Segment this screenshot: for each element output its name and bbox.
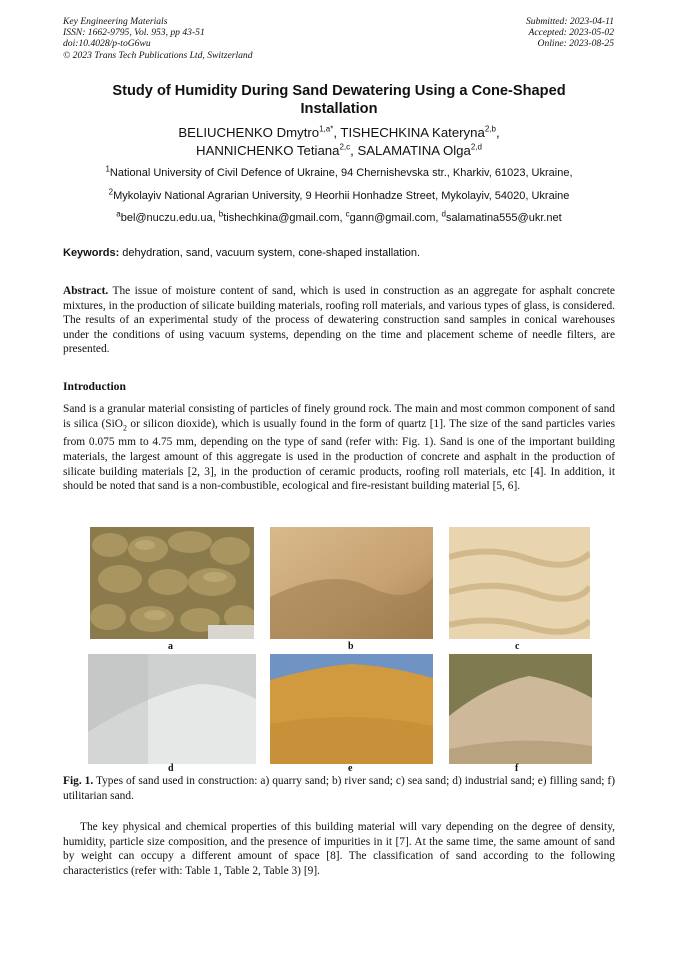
author-sup: 2,b: [484, 124, 496, 134]
introduction-paragraph: [63, 402, 615, 494]
figure-caption: [63, 774, 615, 803]
online-date: Online: 2023-08-25: [537, 38, 614, 50]
quarry-sand-photo: [90, 527, 254, 639]
author-name: TISHECHKINA Kateryna: [340, 125, 485, 140]
author-list: BELIUCHENKO Dmytro$^{1,a*}$, TISHECHKINA Kateryna$^{2,b}$, HANNICHENKO Tetiana$^{2,c}$, SALAMATINA Olga$^{2,d}$: [178, 124, 500, 158]
author-sup: 2,d: [470, 142, 482, 152]
author-emails: $^a$bel@nuczu.edu.ua, $^b$tishechkina@gmail.com, $^c$gann@gmail.com, $^d$salamatina555@ukr.net: [116, 209, 562, 224]
author-name: BELIUCHENKO Dmytro: [178, 125, 320, 140]
intro-text-part2: or silicon dioxide), which is usually found in the form of quartz [1]. The size of the sand particles varies from 0.075 mm to 4.75 mm, depending on the type of sand (refer with: Fig. 1). Sand is one of the important building materials, the largest amount of this aggregate is used in the production of concrete and asphalt in the production of silicate building materials [2, 3], in the production of ceramic products, roofing roll materials, etc [4]. In addition, it should be noted that sand is a non-combustible, ecological and fire-resistant building material [5, 6].: [63, 417, 615, 493]
journal-name: Key Engineering Materials: [63, 16, 168, 27]
abstract-text: The issue of moisture content of sand, which is used in construction as an aggregate for asphalt concrete mixtures, in the production of silicate building materials, roofing roll materials, and various types of glass, is considered. The results of an experimental study of the process of dewatering construction sand samples in conical warehouses under the conditions of using vacuum systems, depending on the time and placement scheme of needle filters, are presented.: [63, 285, 615, 356]
email-sup: d: [441, 209, 446, 219]
keywords-text: dehydration, sand, vacuum system, cone-shaped installation.: [119, 247, 421, 259]
journal-copyright: © 2023 Trans Tech Publications Ltd, Switzerland: [63, 49, 253, 61]
affiliation-text: Mykolayiv National Agrarian University, 9 Heorhii Honhadze Street, Mykolayiv, 54020, Ukraine: [113, 190, 570, 202]
affiliation-text: National University of Civil Defence of Ukraine, 94 Chernishevska str., Kharkiv, 61023, Ukraine,: [109, 167, 573, 179]
section-heading-introduction: Introduction: [63, 380, 126, 393]
email-sup: b: [218, 209, 224, 219]
title-line-1: Study of Humidity During Sand Dewatering Using a Cone-Shaped: [112, 83, 566, 99]
email-link[interactable]: gann@gmail.com: [349, 212, 436, 224]
body-paragraph: The key physical and chemical properties of this building material will vary depending on the degree of density, humidity, particle size composition, and the presence of impurities in it [7]. At the same time, the same amount of sand by weight can occupy a different amount of space [8]. The classification of sand according to the following characteristics (refer with: Table 1, Table 2, Table 3) [9].: [63, 821, 615, 877]
figure-label-e: e: [348, 763, 353, 774]
filling-sand-photo: [270, 654, 433, 764]
email-sup: a: [116, 209, 121, 219]
paper-title: [63, 82, 615, 118]
author-name: SALAMATINA Olga: [357, 143, 471, 158]
journal-doi: doi:10.4028/p-toG6wu: [63, 38, 151, 50]
email-sup: c: [345, 209, 350, 219]
affiliation-sup: 2: [108, 187, 114, 197]
accepted-date: Accepted: 2023-05-02: [528, 27, 614, 39]
intro-subscript: 2: [122, 422, 127, 432]
caption-text: Types of sand used in construction: a) quarry sand; b) river sand; c) sea sand; d) industrial sand; e) filling sand; f) utilitarian sand.: [63, 775, 615, 802]
author-name: HANNICHENKO Tetiana: [196, 143, 340, 158]
journal-info: [63, 16, 253, 61]
affiliation-1: [63, 164, 615, 180]
caption-label: Fig. 1.: [63, 775, 94, 787]
journal-issn: ISSN: 1662-9795, Vol. 953, pp 43-51: [63, 27, 205, 39]
submitted-date: Submitted: 2023-04-11: [525, 16, 614, 27]
figure-label-c: c: [515, 641, 520, 652]
email-link[interactable]: bel@nuczu.edu.ua: [120, 212, 213, 224]
author-sup: 2,c: [339, 142, 351, 152]
utilitarian-sand-photo: [449, 654, 592, 764]
email-link[interactable]: tishechkina@gmail.com: [223, 212, 340, 224]
email-link[interactable]: salamatina555@ukr.net: [445, 212, 562, 224]
keywords-label: Keywords:: [63, 247, 120, 259]
industrial-sand-photo: [88, 654, 256, 764]
sea-sand-photo: [449, 527, 590, 639]
affiliation-2: [63, 187, 615, 203]
figure-label-b: b: [348, 641, 354, 652]
keywords: [63, 247, 615, 260]
figure-label-d: d: [168, 763, 174, 774]
submission-dates: [526, 16, 614, 50]
abstract: [63, 284, 615, 357]
title-line-2: Installation: [300, 101, 378, 117]
intro-text-part1: Sand is a granular material consisting of particles of finely ground rock. The main and most common component of sand is silica (SiO: [63, 403, 615, 430]
figure-label-f: f: [515, 763, 519, 774]
author-sup: 1,a*: [319, 124, 334, 134]
abstract-label: Abstract.: [63, 285, 109, 297]
river-sand-photo: [270, 527, 433, 639]
affiliation-sup: 1: [105, 164, 110, 174]
figure-label-a: a: [168, 641, 173, 652]
